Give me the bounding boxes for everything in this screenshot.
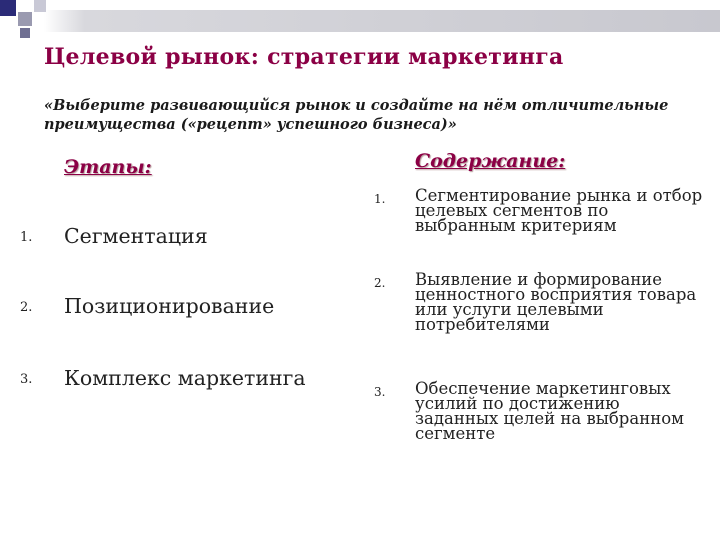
stage-label: Сегментация (64, 224, 208, 248)
deco-square-icon (0, 0, 16, 16)
stage-label: Позиционирование (64, 294, 275, 318)
content-number: 1. (374, 192, 386, 206)
content-text: Сегментирование рынка и отбор целевых сегментов по выбранным критериям (415, 186, 703, 235)
stage-label: Комплекс маркетинга (64, 366, 306, 390)
header-gradient-band (44, 10, 720, 32)
stage-number: 2. (20, 300, 33, 315)
slide-title: Целевой рынок: стратегии маркетинга (44, 44, 564, 70)
content-heading: Содержание: (415, 150, 566, 172)
stages-heading: Этапы: (64, 156, 152, 178)
stage-number: 3. (20, 372, 33, 387)
content-text: Выявление и формирование ценностного восприятия товара или услуги целевыми потребителями (415, 270, 697, 334)
stage-number: 1. (20, 230, 33, 245)
slide-quote: «Выберите развивающийся рынок и создайте на нём отличительные преимущества («рецепт» успешного бизнеса)» (44, 97, 669, 133)
content-number: 2. (374, 276, 386, 290)
deco-square-icon (34, 0, 46, 12)
content-number: 3. (374, 385, 386, 399)
deco-square-icon (18, 12, 32, 26)
deco-square-icon (20, 28, 30, 38)
content-text: Обеспечение маркетинговых усилий по достижению заданных целей на выбранном сегменте (415, 379, 684, 443)
